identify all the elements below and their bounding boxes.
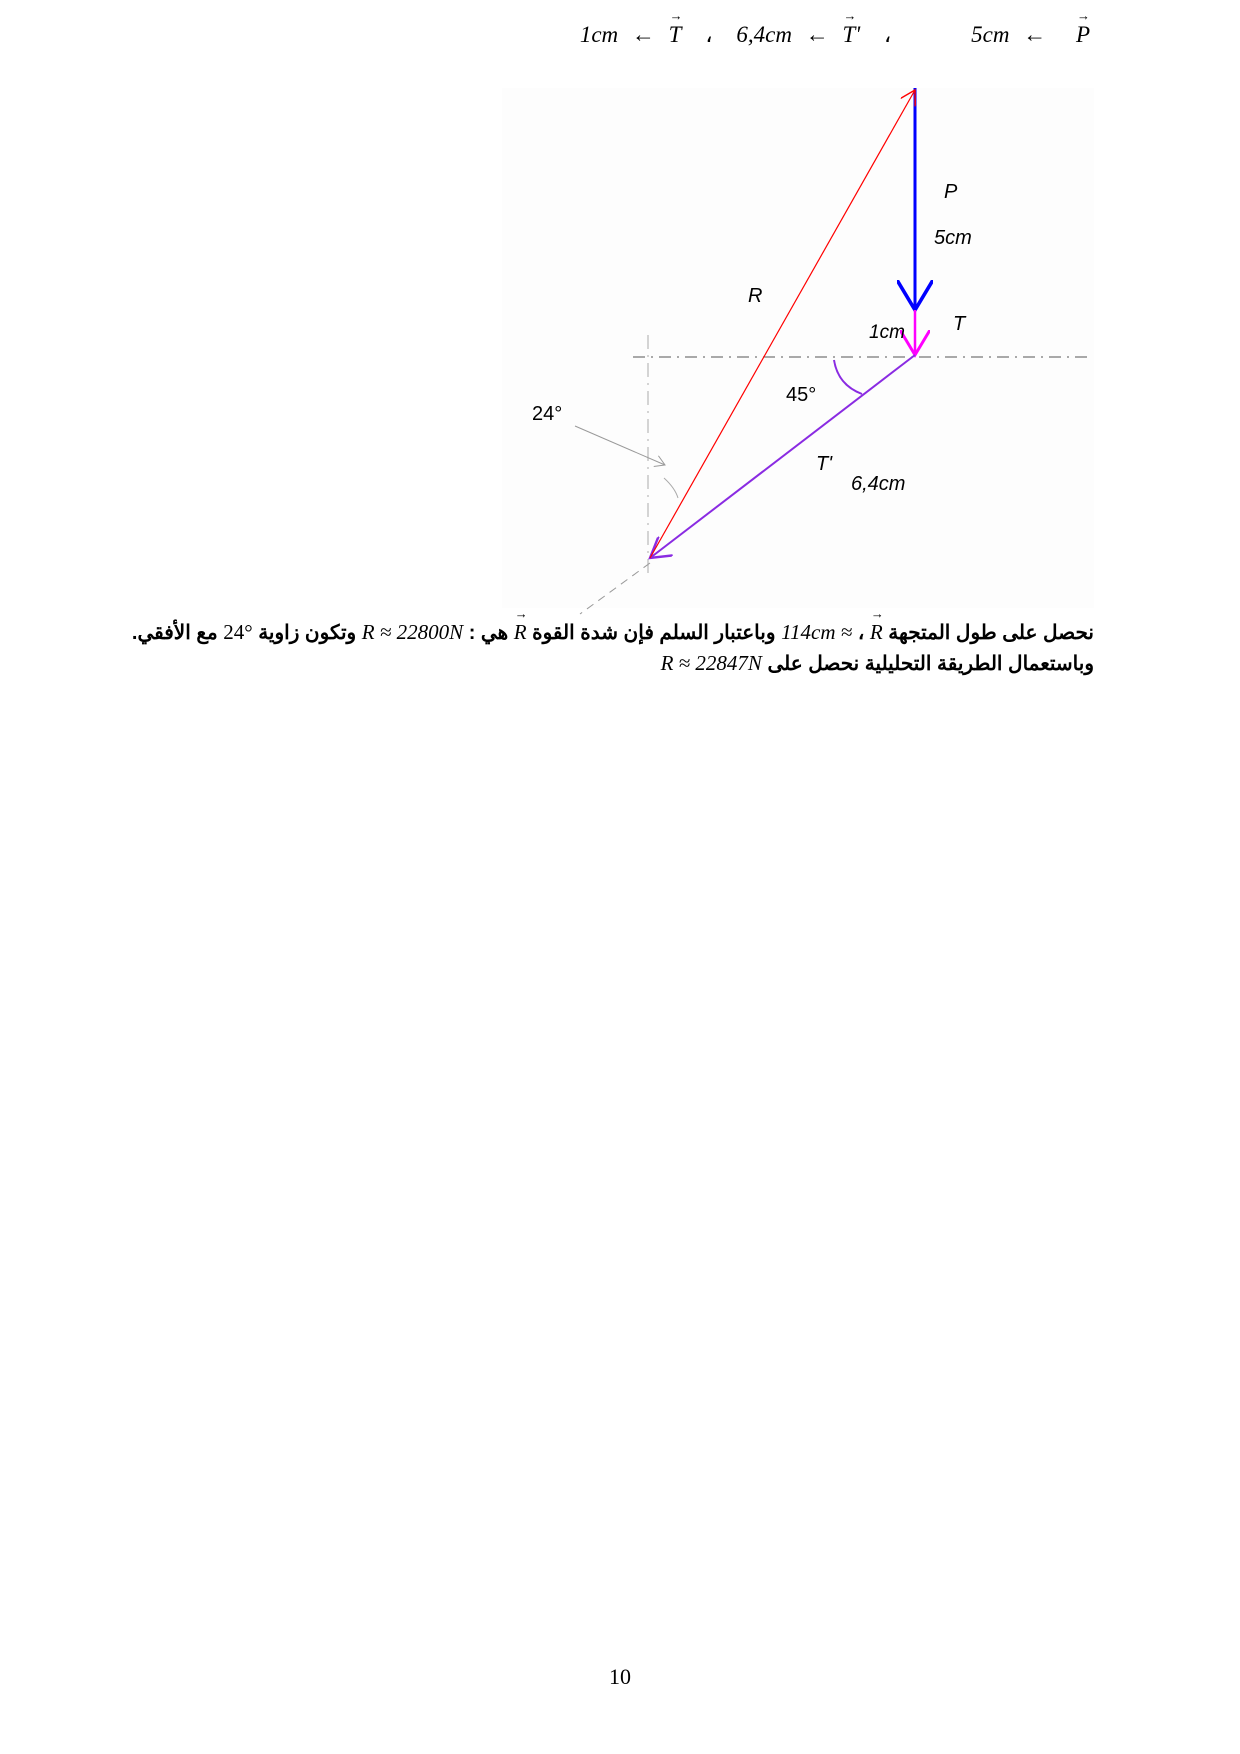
angle-value: 24° <box>223 620 253 644</box>
label-angle-45: 45° <box>786 384 817 406</box>
diagram-background <box>502 88 1094 608</box>
vector-diagram <box>502 88 1094 618</box>
legend-Tp-value: 6,4cm <box>736 22 792 47</box>
label-T: T <box>953 313 966 335</box>
legend-arrow: ← <box>1023 22 1047 47</box>
label-angle-24: 24° <box>532 403 563 425</box>
label-P: P <box>944 181 958 203</box>
legend-T-value: 1cm <box>579 22 619 47</box>
text: وباستعمال الطريقة التحليلية نحصل على <box>767 653 1094 675</box>
scale-legend <box>576 22 1094 48</box>
text: وباعتبار السلم فإن شدة القوة <box>532 622 776 644</box>
text: مع الأفقي. <box>131 622 218 644</box>
legend-P-value: 5cm <box>971 22 1010 47</box>
result-line-1 <box>132 620 1094 645</box>
page-number: 10 <box>609 1664 631 1689</box>
R-length: 114cm ≈ <box>781 620 853 644</box>
R-analytical-value: R ≈ 22847N <box>660 651 762 675</box>
label-R: R <box>748 285 763 307</box>
legend-P-vector: → P <box>1076 22 1090 48</box>
text: نحصل على طول المتجهة <box>888 622 1094 644</box>
legend-arrow: ← <box>631 22 655 47</box>
R-graphical-value: R ≈ 22800N <box>361 620 464 644</box>
text: وتكون زاوية <box>258 622 357 644</box>
legend-separator: ، <box>883 22 892 47</box>
label-T-prime: T' <box>816 453 833 475</box>
text: ، <box>857 622 865 644</box>
legend-arrow: ← <box>805 22 829 47</box>
result-line-2 <box>661 651 1094 676</box>
label-P-length: 5cm <box>934 227 972 249</box>
legend-separator: ، <box>705 22 713 47</box>
legend-T-vector: → T <box>669 22 682 48</box>
label-T-length: 1cm <box>869 322 905 343</box>
label-T-prime-length: 6,4cm <box>851 473 906 495</box>
text: هي : <box>468 622 509 644</box>
legend-Tp-vector: → T' <box>842 22 860 48</box>
vector-R-symbol: → R <box>870 620 883 645</box>
vector-R-symbol: → R <box>514 620 527 645</box>
